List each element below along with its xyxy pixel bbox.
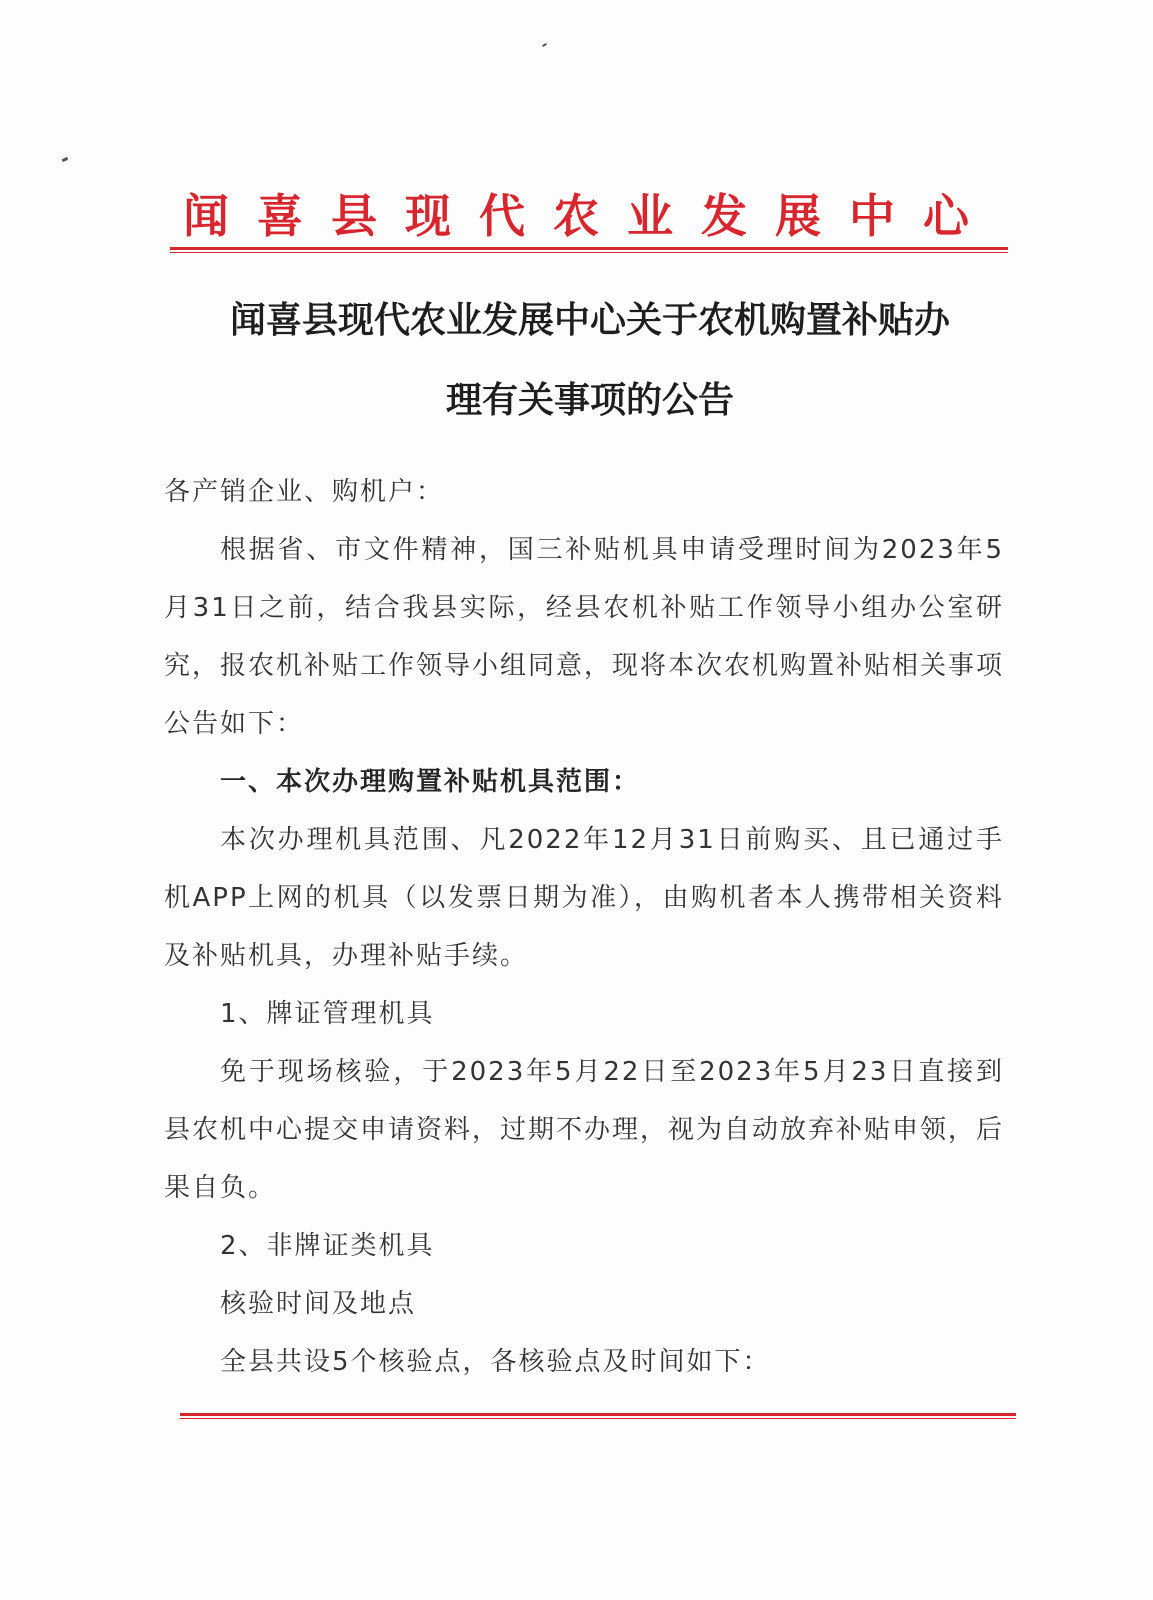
item-2-paragraph: 全县共设5个核验点，各核验点及时间如下： [220,1347,771,1377]
section-1-heading: 一、本次办理购置补贴机具范围： [220,767,641,797]
footer-rule-thick [180,1413,1016,1416]
document-body [164,463,1004,1391]
letterhead-rule-thick [170,247,1008,250]
item-1-paragraph: 免于现场核验，于2023年5月22日至2023年5月23日直接到县农机中心提交申请资料，过期不办理，视为自动放弃补贴申领，后果自负。 [164,1057,1005,1203]
scan-speck [62,157,69,162]
letterhead-rule-thin [170,252,1008,253]
salutation: 各产销企业、购机户： [164,477,445,507]
item-2-subheading: 核验时间及地点 [220,1289,417,1319]
document-title-line-1: 闻喜县现代农业发展中心关于农机购置补贴办 [229,299,950,341]
scan-speck [542,43,547,47]
letterhead-title: 闻喜县现代农业发展中心 [183,189,997,243]
document-title [160,280,1020,440]
document-title-line-2: 理有关事项的公告 [445,379,734,421]
item-2-heading: 2、非牌证类机具 [220,1231,435,1261]
footer-rule-thin [180,1418,1016,1419]
item-1-heading: 1、牌证管理机具 [220,999,435,1029]
intro-paragraph: 根据省、市文件精神，国三补贴机具申请受理时间为2023年5月31日之前，结合我县实际，经县农机补贴工作领导小组办公室研究，报农机补贴工作领导小组同意，现将本次农机购置补贴相关事项公告如下： [164,535,1005,739]
section-1-paragraph: 本次办理机具范围、凡2022年12月31日前购买、且已通过手机APP上网的机具（以发票日期为准），由购机者本人携带相关资料及补贴机具，办理补贴手续。 [164,825,1004,971]
